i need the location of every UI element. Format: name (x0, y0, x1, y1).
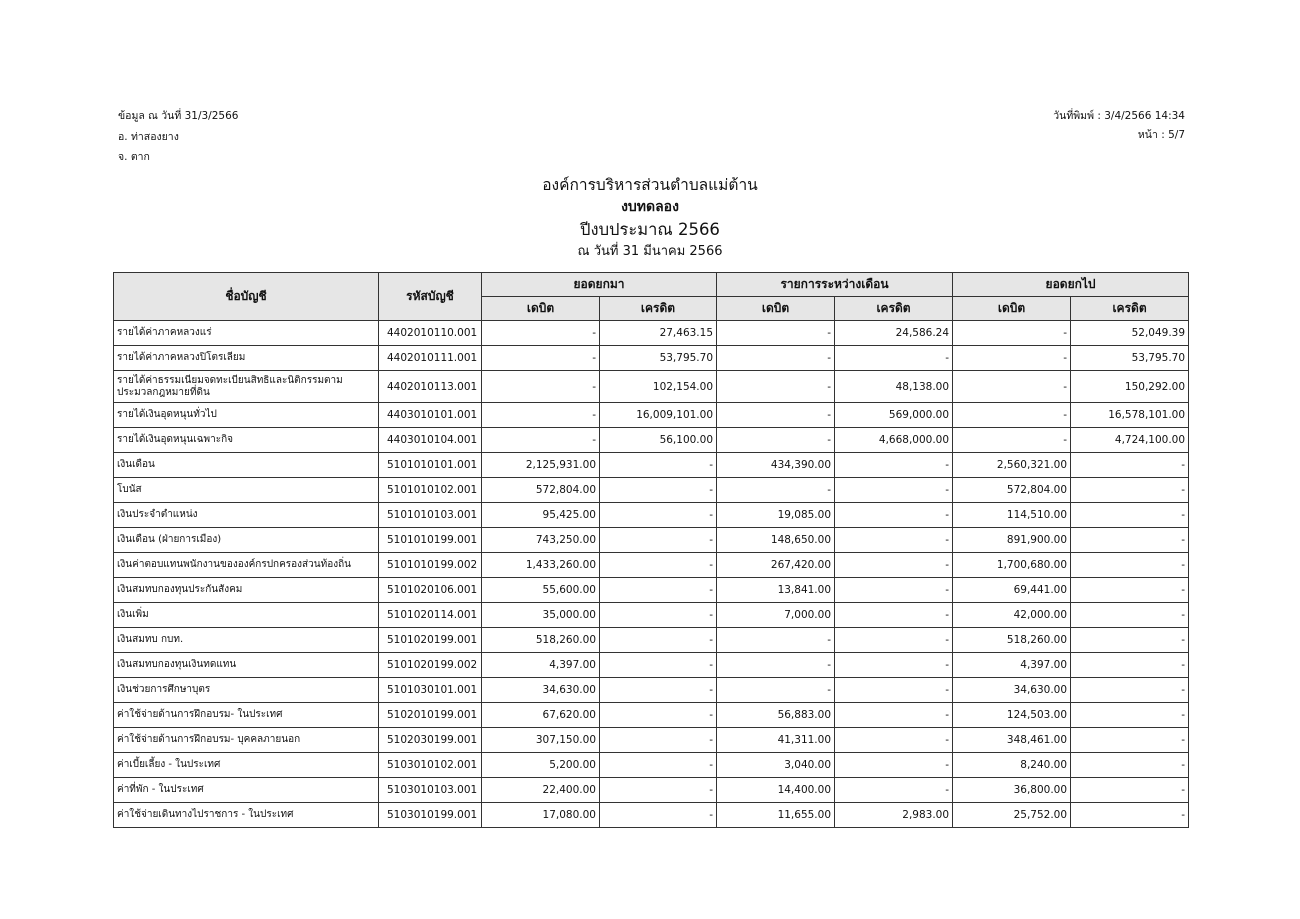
account-name-cell: ค่าที่พัก - ในประเทศ (114, 778, 379, 803)
cf-credit-cell: - (1071, 728, 1189, 753)
bf-debit-cell: - (482, 428, 600, 453)
bf-debit-cell: 2,125,931.00 (482, 453, 600, 478)
district: อ. ท่าสองยาง (118, 130, 179, 143)
header-month-debit: เดบิต (717, 297, 835, 321)
bf-debit-cell: 518,260.00 (482, 628, 600, 653)
cf-credit-cell: - (1071, 753, 1189, 778)
bf-credit-cell: 53,795.70 (600, 346, 717, 371)
bf-credit-cell: - (600, 528, 717, 553)
bf-credit-cell: - (600, 753, 717, 778)
account-code-cell: 5101020199.002 (379, 653, 482, 678)
table-row (114, 753, 1189, 778)
bf-credit-cell: - (600, 803, 717, 828)
account-code-cell: 5102030199.001 (379, 728, 482, 753)
table-row (114, 371, 1189, 403)
table-row (114, 428, 1189, 453)
cf-debit-cell: 8,240.00 (953, 753, 1071, 778)
account-code-cell: 4402010111.001 (379, 346, 482, 371)
header-cf-credit: เครดิต (1071, 297, 1189, 321)
bf-credit-cell: - (600, 728, 717, 753)
cf-debit-cell: 348,461.00 (953, 728, 1071, 753)
account-name-cell: เงินช่วยการศึกษาบุตร (114, 678, 379, 703)
month-credit-cell: - (835, 528, 953, 553)
table-row (114, 503, 1189, 528)
cf-credit-cell: - (1071, 628, 1189, 653)
cf-debit-cell: 2,560,321.00 (953, 453, 1071, 478)
account-code-cell: 4402010110.001 (379, 321, 482, 346)
cf-credit-cell: - (1071, 503, 1189, 528)
bf-debit-cell: 4,397.00 (482, 653, 600, 678)
bf-credit-cell: - (600, 628, 717, 653)
header-cf-debit: เดบิต (953, 297, 1071, 321)
cf-debit-cell: - (953, 371, 1071, 403)
month-debit-cell: 56,883.00 (717, 703, 835, 728)
report-meta-left (118, 109, 238, 171)
report-meta-right (1053, 109, 1185, 147)
month-debit-cell: - (717, 371, 835, 403)
table-row (114, 803, 1189, 828)
cf-debit-cell: 114,510.00 (953, 503, 1071, 528)
header-carried-forward: ยอดยกไป (953, 273, 1189, 297)
month-credit-cell: - (835, 346, 953, 371)
account-name-cell: รายได้ค่าธรรมเนียมจดทะเบียนสิทธิและนิติกรรมตามประมวลกฎหมายที่ดิน (114, 371, 379, 403)
table-row (114, 728, 1189, 753)
month-credit-cell: - (835, 628, 953, 653)
month-debit-cell: - (717, 428, 835, 453)
organization-name: องค์การบริหารส่วนตำบลแม่ต้าน (542, 176, 758, 194)
account-code-cell: 5103010103.001 (379, 778, 482, 803)
table-row (114, 478, 1189, 503)
account-code-cell: 5101010102.001 (379, 478, 482, 503)
account-name-cell: ค่าเบี้ยเลี้ยง - ในประเทศ (114, 753, 379, 778)
account-code-cell: 5101030101.001 (379, 678, 482, 703)
cf-debit-cell: 891,900.00 (953, 528, 1071, 553)
month-debit-cell: - (717, 478, 835, 503)
account-code-cell: 5103010199.001 (379, 803, 482, 828)
report-title: งบทดลอง (621, 199, 679, 215)
cf-debit-cell: 4,397.00 (953, 653, 1071, 678)
month-debit-cell: 19,085.00 (717, 503, 835, 528)
bf-credit-cell: - (600, 678, 717, 703)
account-code-cell: 5101010103.001 (379, 503, 482, 528)
bf-credit-cell: - (600, 478, 717, 503)
bf-credit-cell: 56,100.00 (600, 428, 717, 453)
month-credit-cell: - (835, 678, 953, 703)
bf-debit-cell: 34,630.00 (482, 678, 600, 703)
bf-debit-cell: 95,425.00 (482, 503, 600, 528)
month-debit-cell: - (717, 346, 835, 371)
bf-debit-cell: 55,600.00 (482, 578, 600, 603)
month-debit-cell: 14,400.00 (717, 778, 835, 803)
month-credit-cell: 48,138.00 (835, 371, 953, 403)
account-code-cell: 5101020199.001 (379, 628, 482, 653)
header-bf-debit: เดบิต (482, 297, 600, 321)
month-credit-cell: - (835, 553, 953, 578)
month-credit-cell: 2,983.00 (835, 803, 953, 828)
cf-debit-cell: 42,000.00 (953, 603, 1071, 628)
account-name-cell: เงินสมทบ กบท. (114, 628, 379, 653)
table-row (114, 653, 1189, 678)
account-name-cell: เงินสมทบกองทุนประกันสังคม (114, 578, 379, 603)
account-code-cell: 5101020114.001 (379, 603, 482, 628)
account-name-cell: เงินค่าตอบแทนพนักงานขององค์กรปกครองส่วนท้องถิ่น (114, 553, 379, 578)
account-name-cell: รายได้ค่าภาคหลวงปิโตรเลียม (114, 346, 379, 371)
account-code-cell: 5102010199.001 (379, 703, 482, 728)
month-credit-cell: 24,586.24 (835, 321, 953, 346)
bf-debit-cell: - (482, 403, 600, 428)
account-code-cell: 5103010102.001 (379, 753, 482, 778)
month-debit-cell: 7,000.00 (717, 603, 835, 628)
cf-credit-cell: - (1071, 703, 1189, 728)
account-name-cell: ค่าใช้จ่ายเดินทางไปราชการ - ในประเทศ (114, 803, 379, 828)
month-credit-cell: - (835, 653, 953, 678)
month-credit-cell: - (835, 728, 953, 753)
cf-credit-cell: 53,795.70 (1071, 346, 1189, 371)
table-row (114, 453, 1189, 478)
table-row (114, 578, 1189, 603)
cf-debit-cell: - (953, 321, 1071, 346)
header-brought-forward: ยอดยกมา (482, 273, 717, 297)
header-month-credit: เครดิต (835, 297, 953, 321)
month-debit-cell: 13,841.00 (717, 578, 835, 603)
account-code-cell: 4402010113.001 (379, 371, 482, 403)
table-row (114, 553, 1189, 578)
trial-balance-table (113, 272, 1189, 828)
month-credit-cell: - (835, 753, 953, 778)
account-code-cell: 5101020106.001 (379, 578, 482, 603)
cf-credit-cell: - (1071, 453, 1189, 478)
month-credit-cell: - (835, 603, 953, 628)
account-code-cell: 4403010101.001 (379, 403, 482, 428)
bf-credit-cell: - (600, 778, 717, 803)
cf-credit-cell: - (1071, 803, 1189, 828)
account-name-cell: ค่าใช้จ่ายด้านการฝึกอบรม- บุคคลภายนอก (114, 728, 379, 753)
cf-debit-cell: 518,260.00 (953, 628, 1071, 653)
month-debit-cell: - (717, 403, 835, 428)
header-account-name: ชื่อบัญชี (114, 273, 379, 321)
bf-credit-cell: - (600, 578, 717, 603)
cf-debit-cell: 124,503.00 (953, 703, 1071, 728)
account-code-cell: 5101010101.001 (379, 453, 482, 478)
cf-credit-cell: - (1071, 528, 1189, 553)
cf-debit-cell: 36,800.00 (953, 778, 1071, 803)
bf-debit-cell: 35,000.00 (482, 603, 600, 628)
cf-debit-cell: 25,752.00 (953, 803, 1071, 828)
ledger-body (114, 321, 1189, 828)
fiscal-year: ปีงบประมาณ 2566 (580, 220, 720, 239)
bf-debit-cell: 572,804.00 (482, 478, 600, 503)
month-debit-cell: - (717, 678, 835, 703)
month-credit-cell: - (835, 478, 953, 503)
month-debit-cell: 11,655.00 (717, 803, 835, 828)
account-name-cell: เงินสมทบกองทุนเงินทดแทน (114, 653, 379, 678)
account-name-cell: เงินเพิ่ม (114, 603, 379, 628)
print-date: วันที่พิมพ์ : 3/4/2566 14:34 (1053, 110, 1185, 122)
account-name-cell: รายได้เงินอุดหนุนเฉพาะกิจ (114, 428, 379, 453)
header-during-month: รายการระหว่างเดือน (717, 273, 953, 297)
month-debit-cell: - (717, 653, 835, 678)
bf-debit-cell: - (482, 321, 600, 346)
month-debit-cell: 148,650.00 (717, 528, 835, 553)
cf-debit-cell: - (953, 403, 1071, 428)
as-of-date: ณ วันที่ 31 มีนาคม 2566 (577, 244, 723, 259)
cf-debit-cell: 34,630.00 (953, 678, 1071, 703)
table-row (114, 678, 1189, 703)
bf-credit-cell: - (600, 653, 717, 678)
month-debit-cell: 3,040.00 (717, 753, 835, 778)
cf-debit-cell: 572,804.00 (953, 478, 1071, 503)
bf-credit-cell: - (600, 703, 717, 728)
cf-credit-cell: - (1071, 578, 1189, 603)
bf-debit-cell: 17,080.00 (482, 803, 600, 828)
bf-credit-cell: 27,463.15 (600, 321, 717, 346)
bf-debit-cell: 307,150.00 (482, 728, 600, 753)
account-name-cell: เงินประจำตำแหน่ง (114, 503, 379, 528)
page-number: หน้า : 5/7 (1137, 129, 1185, 141)
month-debit-cell: 41,311.00 (717, 728, 835, 753)
month-debit-cell: - (717, 321, 835, 346)
cf-credit-cell: - (1071, 478, 1189, 503)
table-row (114, 603, 1189, 628)
cf-credit-cell: - (1071, 653, 1189, 678)
month-credit-cell: 4,668,000.00 (835, 428, 953, 453)
month-debit-cell: 434,390.00 (717, 453, 835, 478)
month-debit-cell: - (717, 628, 835, 653)
account-name-cell: โบนัส (114, 478, 379, 503)
cf-credit-cell: 4,724,100.00 (1071, 428, 1189, 453)
cf-credit-cell: - (1071, 778, 1189, 803)
month-credit-cell: - (835, 503, 953, 528)
account-code-cell: 4403010104.001 (379, 428, 482, 453)
table-row (114, 346, 1189, 371)
account-name-cell: เงินเดือน (114, 453, 379, 478)
header-bf-credit: เครดิต (600, 297, 717, 321)
cf-credit-cell: 52,049.39 (1071, 321, 1189, 346)
data-date: ข้อมูล ณ วันที่ 31/3/2566 (118, 110, 239, 122)
month-credit-cell: 569,000.00 (835, 403, 953, 428)
table-row (114, 628, 1189, 653)
header-account-code: รหัสบัญชี (379, 273, 482, 321)
cf-debit-cell: - (953, 346, 1071, 371)
table-row (114, 403, 1189, 428)
cf-debit-cell: - (953, 428, 1071, 453)
month-credit-cell: - (835, 703, 953, 728)
table-row (114, 703, 1189, 728)
month-credit-cell: - (835, 778, 953, 803)
bf-credit-cell: - (600, 603, 717, 628)
bf-credit-cell: - (600, 503, 717, 528)
account-name-cell: ค่าใช้จ่ายด้านการฝึกอบรม- ในประเทศ (114, 703, 379, 728)
table-row (114, 321, 1189, 346)
cf-debit-cell: 69,441.00 (953, 578, 1071, 603)
account-name-cell: รายได้ค่าภาคหลวงแร่ (114, 321, 379, 346)
report-titles (0, 174, 1300, 262)
bf-credit-cell: 102,154.00 (600, 371, 717, 403)
month-credit-cell: - (835, 453, 953, 478)
bf-credit-cell: - (600, 453, 717, 478)
account-code-cell: 5101010199.002 (379, 553, 482, 578)
cf-credit-cell: 16,578,101.00 (1071, 403, 1189, 428)
cf-credit-cell: - (1071, 553, 1189, 578)
cf-debit-cell: 1,700,680.00 (953, 553, 1071, 578)
bf-debit-cell: 67,620.00 (482, 703, 600, 728)
bf-debit-cell: - (482, 371, 600, 403)
table-row (114, 528, 1189, 553)
account-name-cell: เงินเดือน (ฝ่ายการเมือง) (114, 528, 379, 553)
bf-debit-cell: 743,250.00 (482, 528, 600, 553)
bf-debit-cell: - (482, 346, 600, 371)
cf-credit-cell: - (1071, 678, 1189, 703)
bf-debit-cell: 1,433,260.00 (482, 553, 600, 578)
month-credit-cell: - (835, 578, 953, 603)
bf-debit-cell: 5,200.00 (482, 753, 600, 778)
account-name-cell: รายได้เงินอุดหนุนทั่วไป (114, 403, 379, 428)
bf-debit-cell: 22,400.00 (482, 778, 600, 803)
province: จ. ตาก (118, 151, 150, 163)
bf-credit-cell: 16,009,101.00 (600, 403, 717, 428)
month-debit-cell: 267,420.00 (717, 553, 835, 578)
account-code-cell: 5101010199.001 (379, 528, 482, 553)
bf-credit-cell: - (600, 553, 717, 578)
cf-credit-cell: - (1071, 603, 1189, 628)
table-row (114, 778, 1189, 803)
cf-credit-cell: 150,292.00 (1071, 371, 1189, 403)
